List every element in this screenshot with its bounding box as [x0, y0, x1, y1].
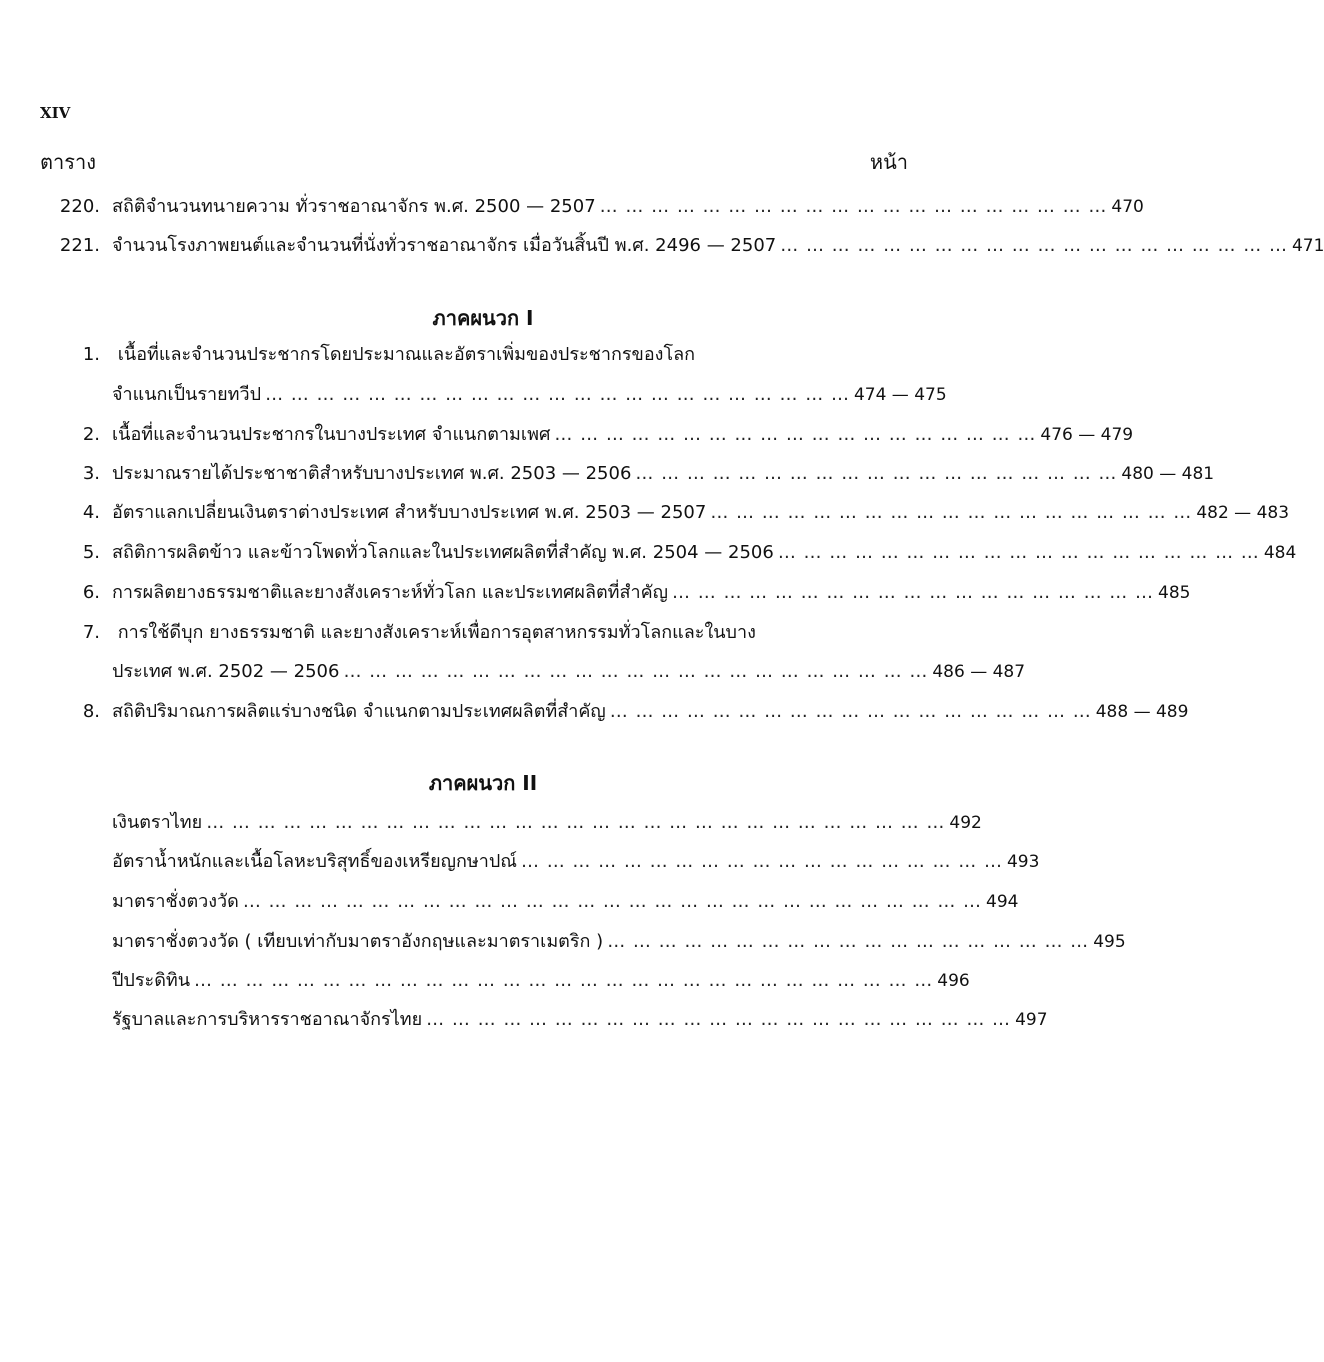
toc-entry[interactable]: [112, 661, 1026, 682]
leader-dots: … … … … … … … … … … … … … … … … … … …: [520, 851, 1003, 872]
entry-number: 8.: [82, 701, 100, 722]
entry-number: 221.: [59, 235, 100, 256]
toc-entry[interactable]: [112, 931, 1126, 952]
toc-entry[interactable]: [112, 384, 947, 405]
leader-dots: … … … … … … … … … … … … … … … … … … … … … … …: [343, 661, 929, 682]
entry-page: 474 — 475: [853, 385, 947, 405]
leader-dots: … … … … … … … … … … … … … … … … … … … … … … … … … … … … …: [206, 812, 946, 833]
entry-title: สถิติการผลิตข้าว และข้าวโพดทั่วโลกและในประเทศผลิตที่สำคัญ พ.ศ. 2504 — 2506: [112, 542, 774, 563]
toc-entry[interactable]: [112, 970, 970, 991]
page-number: XIV: [40, 104, 71, 122]
entry-page: 493: [1006, 852, 1040, 872]
entry-page: 480 — 481: [1121, 464, 1215, 484]
entry-number: 4.: [82, 502, 100, 523]
entry-title: เนื้อที่และจำนวนประชากรในบางประเทศ จำแนกตามเพศ: [112, 424, 551, 445]
entry-title: เนื้อที่และจำนวนประชากรโดยประมาณและอัตราเพิ่มของประชากรของโลก: [117, 344, 696, 365]
entry-title: มาตราชั่งตวงวัด: [112, 891, 239, 912]
toc-entry[interactable]: [70, 502, 1290, 523]
entry-page: 485: [1158, 583, 1191, 603]
leader-dots: … … … … … … … … … … … … … … … … … … … …: [780, 235, 1288, 256]
entry-page: 482 — 483: [1196, 503, 1290, 523]
toc-entry[interactable]: [112, 851, 1040, 872]
leader-dots: … … … … … … … … … … … … … … … … … … …: [777, 542, 1260, 563]
entry-number: 220.: [59, 196, 100, 217]
entry-number: 2.: [82, 424, 100, 445]
entry-title: การใช้ดีบุก ยางธรรมชาติ และยางสังเคราะห์เพื่อการอุตสาหกรรมทั่วโลกและในบาง: [117, 622, 756, 643]
leader-dots: … … … … … … … … … … … … … … … … … … … …: [599, 196, 1108, 217]
entry-page: 497: [1015, 1010, 1048, 1030]
appendix-2-heading: ภาคผนวก II: [428, 771, 538, 795]
entry-title: สถิติจำนวนทนายความ ทั่วราชอาณาจักร พ.ศ. 2500 — 2507: [112, 196, 596, 217]
toc-entry[interactable]: [70, 582, 1191, 603]
entry-title: มาตราชั่งตวงวัด ( เทียบเท่ากับมาตราอังกฤษและมาตราเมตริก ): [112, 931, 604, 952]
entry-page: 488 — 489: [1095, 702, 1189, 722]
entry-page: 486 — 487: [932, 662, 1026, 682]
leader-dots: … … … … … … … … … … … … … … … … … … … … … … … … … … … … …: [194, 970, 934, 991]
entry-number: 7.: [82, 622, 100, 643]
entry-page: 470: [1111, 197, 1144, 217]
entry-title: รัฐบาลและการบริหารราชอาณาจักรไทย: [112, 1009, 423, 1030]
entry-number: 3.: [82, 463, 100, 484]
entry-page: 476 — 479: [1040, 425, 1134, 445]
toc-entry[interactable]: [112, 812, 982, 833]
entry-page: 471: [1291, 236, 1324, 256]
entry-title: สถิติปริมาณการผลิตแร่บางชนิด จำแนกตามประเทศผลิตที่สำคัญ: [112, 701, 606, 722]
entry-number: 1.: [82, 344, 100, 365]
entry-title: ประมาณรายได้ประชาชาติสำหรับบางประเทศ พ.ศ. 2503 — 2506: [112, 463, 632, 484]
entry-title: เงินตราไทย: [112, 812, 203, 833]
entry-page: 495: [1093, 932, 1126, 952]
leader-dots: … … … … … … … … … … … … … … … … … … … … … … … … … … … … …: [242, 891, 983, 912]
toc-entry[interactable]: [70, 701, 1189, 722]
leader-dots: … … … … … … … … … … … … … … … … … … …: [635, 463, 1118, 484]
entry-title-line1: [70, 346, 695, 364]
toc-entry[interactable]: [70, 542, 1297, 563]
entry-page: 496: [937, 971, 970, 991]
page-column-label: หน้า: [869, 150, 908, 174]
leader-dots: … … … … … … … … … … … … … … … … … … …: [607, 931, 1090, 952]
entry-title: จำแนกเป็นรายทวีป: [112, 384, 262, 405]
entry-title: ปีประดิทิน: [112, 970, 191, 991]
toc-entry[interactable]: [112, 891, 1019, 912]
entry-title-line1: [70, 624, 756, 642]
toc-entry[interactable]: [70, 463, 1215, 484]
entry-title: จำนวนโรงภาพยนต์และจำนวนที่นั่งทั่วราชอาณาจักร เมื่อวันสิ้นปี พ.ศ. 2496 — 2507: [112, 235, 777, 256]
entry-title: อัตราน้ำหนักและเนื้อโลหะบริสุทธิ์ของเหรียญกษาปณ์: [112, 851, 517, 872]
appendix-1-heading: ภาคผนวก I: [432, 306, 534, 330]
table-column-label: ตาราง: [40, 150, 96, 174]
toc-entry[interactable]: [70, 424, 1134, 445]
toc-entry[interactable]: [50, 196, 1144, 217]
leader-dots: … … … … … … … … … … … … … … … … … … …: [710, 502, 1193, 523]
leader-dots: … … … … … … … … … … … … … … … … … … …: [554, 424, 1037, 445]
entry-page: 494: [986, 892, 1019, 912]
toc-entry[interactable]: [112, 1009, 1048, 1030]
entry-title: อัตราแลกเปลี่ยนเงินตราต่างประเทศ สำหรับบางประเทศ พ.ศ. 2503 — 2507: [112, 502, 707, 523]
leader-dots: … … … … … … … … … … … … … … … … … … …: [609, 701, 1092, 722]
entry-page: 484: [1263, 543, 1297, 563]
leader-dots: … … … … … … … … … … … … … … … … … … … … … … …: [426, 1009, 1012, 1030]
entry-title: การผลิตยางธรรมชาติและยางสังเคราะห์ทั่วโลก และประเทศผลิตที่สำคัญ: [112, 582, 669, 603]
entry-page: 492: [949, 813, 982, 833]
leader-dots: … … … … … … … … … … … … … … … … … … … … … … …: [265, 384, 850, 405]
entry-number: 6.: [82, 582, 100, 603]
entry-title: ประเทศ พ.ศ. 2502 — 2506: [112, 661, 340, 682]
leader-dots: … … … … … … … … … … … … … … … … … … …: [672, 582, 1155, 603]
entry-number: 5.: [82, 542, 100, 563]
toc-entry[interactable]: [50, 235, 1324, 256]
